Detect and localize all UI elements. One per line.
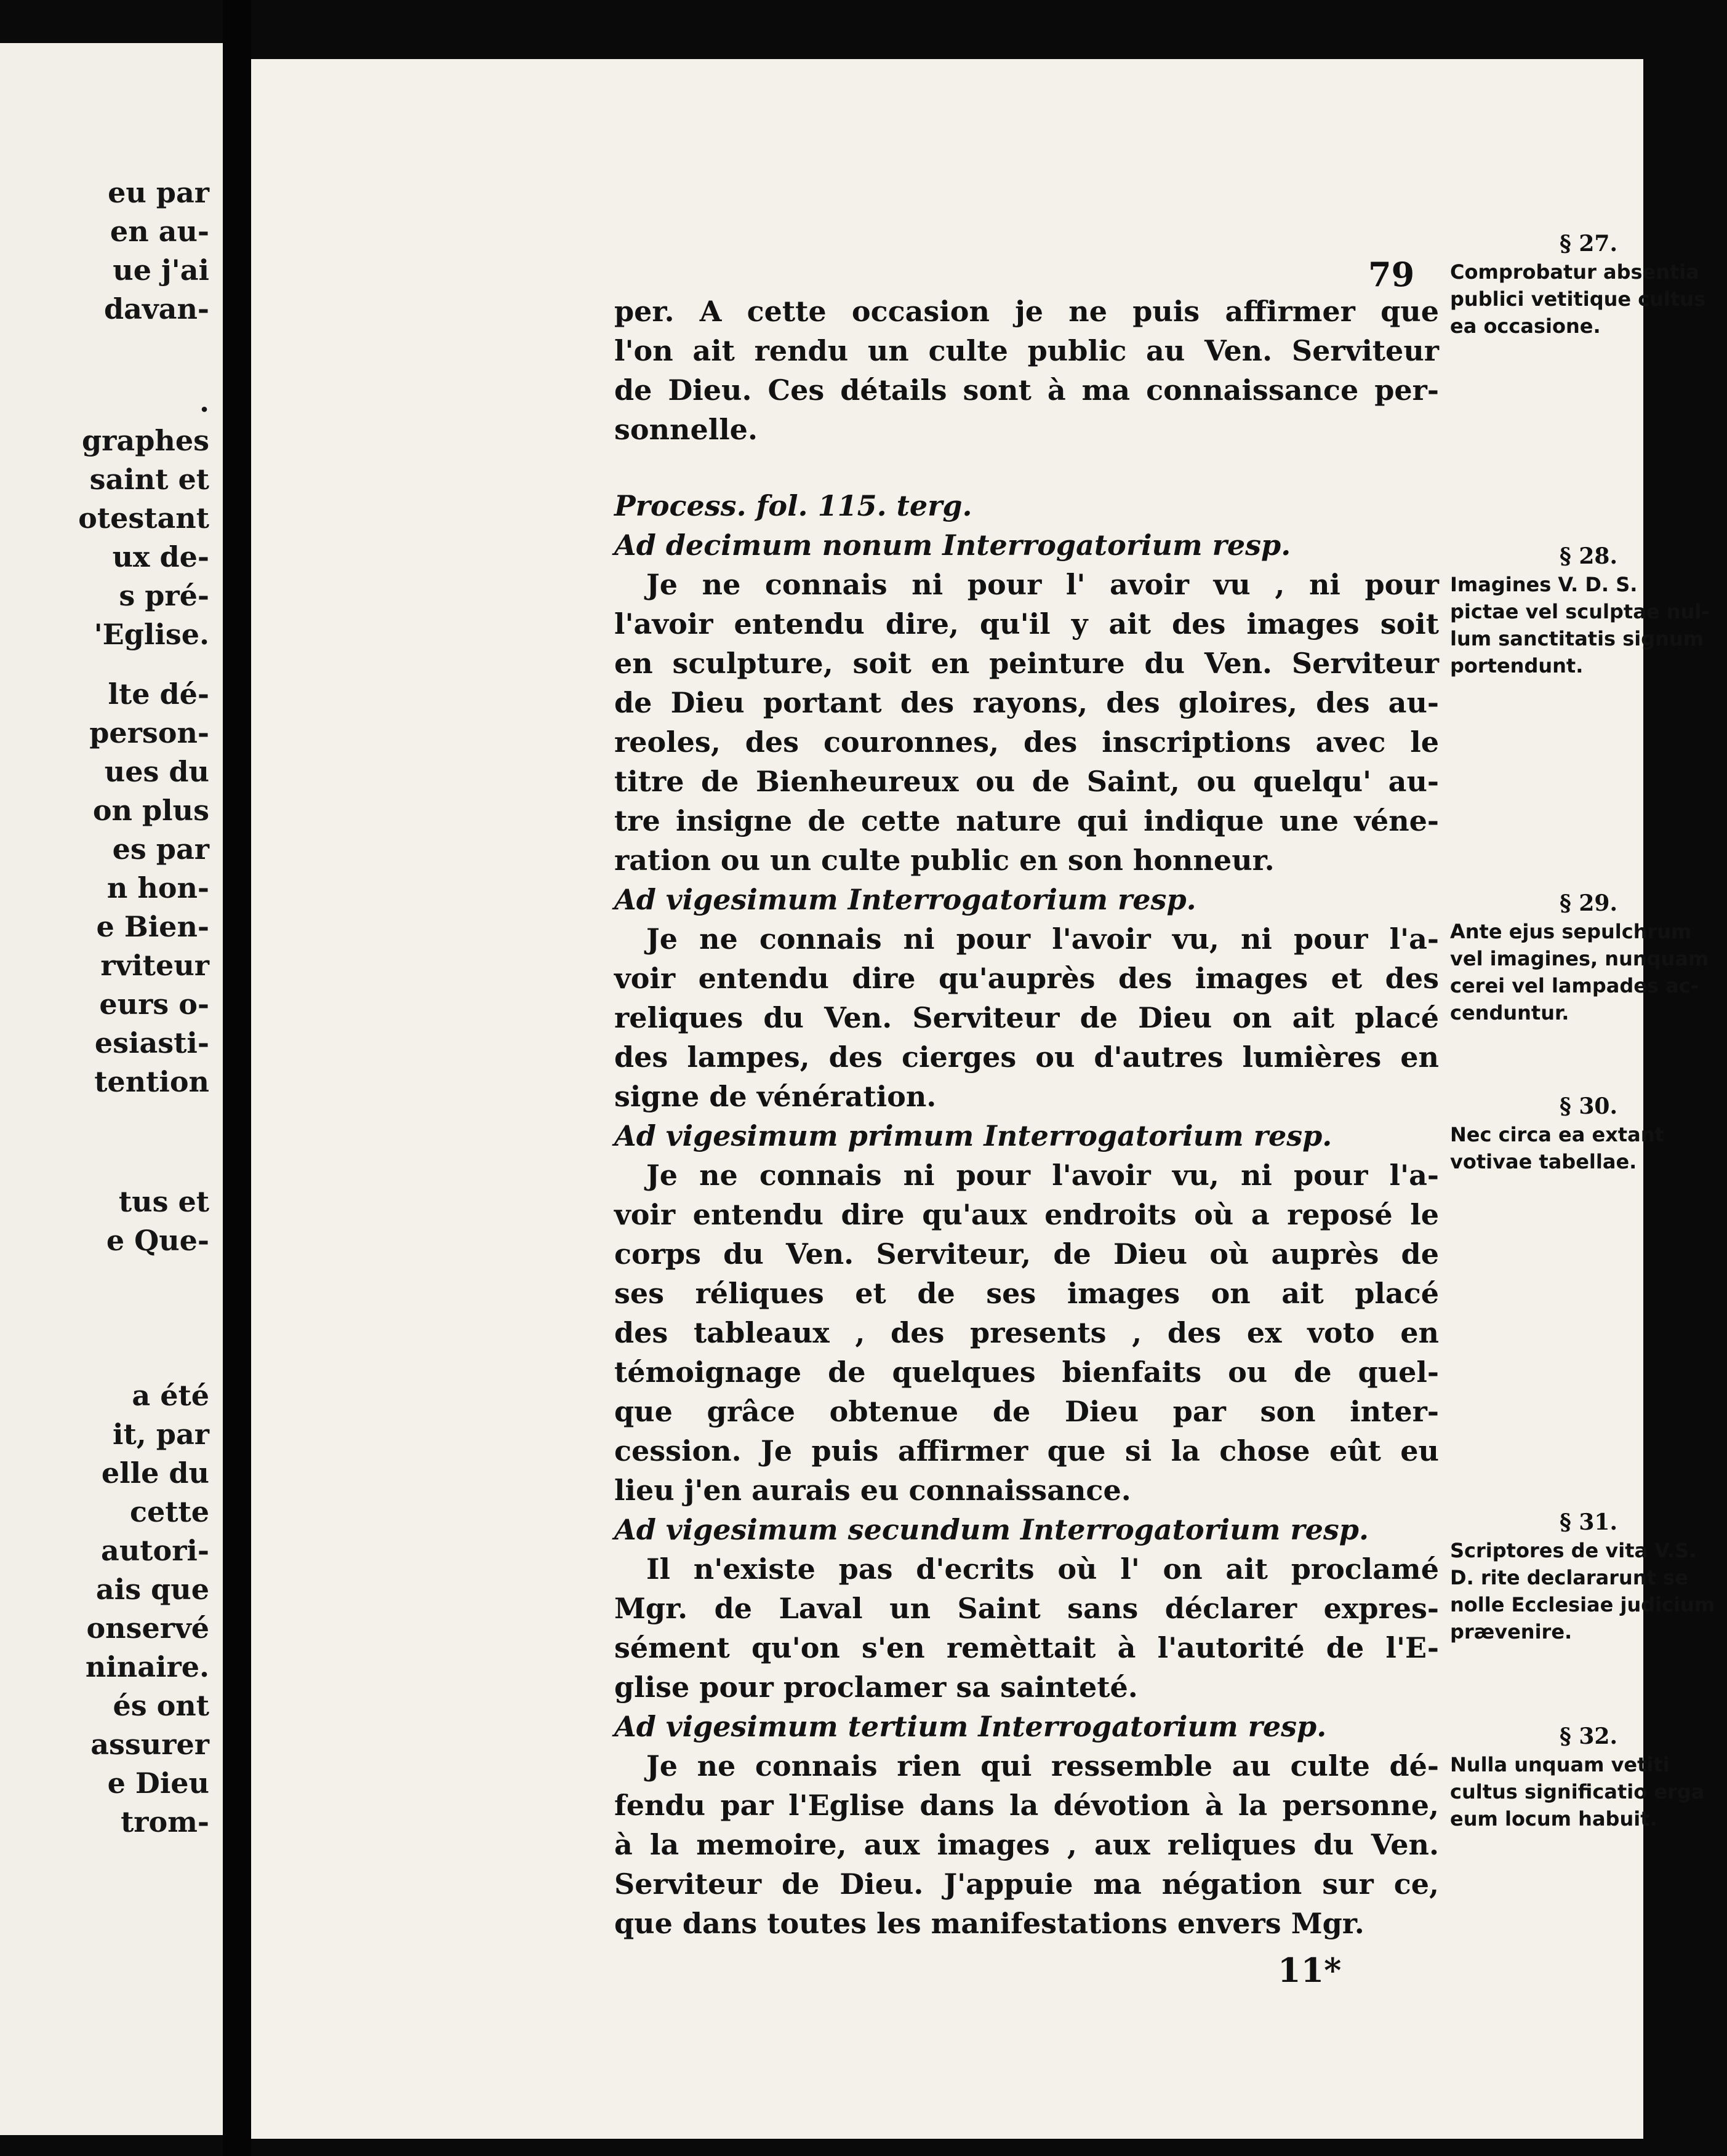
section-heading: Ad vigesimum tertium Interrogatorium resp. — [614, 1710, 1327, 1743]
margin-note-line: Imagines V. D. S. — [1450, 573, 1638, 596]
margin-note-line: ea occasione. — [1450, 314, 1601, 338]
margin-note-line: Ante ejus sepulchrum — [1450, 920, 1692, 943]
margin-note-28 — [1450, 543, 1727, 679]
margin-note-line: vel imagines, nunquam — [1450, 947, 1709, 970]
text-line: lieu j'en aurais eu connaissance. — [614, 1474, 1131, 1507]
text-line: reoles, des couronnes, des inscriptions avec le — [614, 725, 1439, 759]
left-page-line: ninaire. — [85, 1650, 209, 1683]
left-page-line: és ont — [113, 1689, 209, 1722]
text-line: en sculpture, soit en peinture du Ven. Serviteur — [614, 647, 1439, 680]
text-line: sonnelle. — [614, 413, 758, 446]
margin-note-line: pictae vel sculptae nul- — [1450, 600, 1710, 623]
left-page-line: e Dieu — [107, 1767, 209, 1800]
text-line: Je ne connais ni pour l' avoir vu , ni pour — [646, 568, 1439, 601]
margin-note-30 — [1450, 1093, 1727, 1175]
left-page-line: person- — [89, 716, 209, 749]
left-page-line: ais que — [95, 1573, 209, 1606]
main-text — [614, 292, 1439, 1943]
text-line: reliques du Ven. Serviteur de Dieu on ait placé — [614, 1001, 1439, 1034]
left-page-line: autori- — [101, 1534, 209, 1567]
text-line: signe de vénération. — [614, 1080, 937, 1113]
text-line: voir entendu dire qu'auprès des images et des — [614, 962, 1439, 995]
left-page-line: on plus — [92, 794, 209, 827]
margin-note-32 — [1450, 1723, 1727, 1832]
left-page-line: e Bien- — [96, 910, 209, 943]
right-page — [251, 59, 1715, 2139]
text-line: ses réliques et de ses images on ait placé — [614, 1277, 1439, 1310]
text-line: que grâce obtenue de Dieu par son inter- — [614, 1395, 1439, 1428]
margin-note-number: § 28. — [1560, 543, 1617, 569]
book-gutter — [223, 0, 251, 2156]
left-page-line: elle du — [101, 1456, 209, 1490]
left-page-line: en au- — [110, 215, 209, 248]
margin-note-line: Comprobatur absentia — [1450, 260, 1699, 284]
text-line: titre de Bienheureux ou de Saint, ou quelqu' au- — [614, 765, 1439, 798]
text-line: Il n'existe pas d'ecrits où l' on ait proclamé — [646, 1552, 1439, 1586]
text-line: Je ne connais rien qui ressemble au culte dé- — [646, 1749, 1439, 1783]
text-line: glise pour proclamer sa sainteté. — [614, 1671, 1138, 1704]
text-line: Je ne connais ni pour l'avoir vu, ni pour l'a- — [646, 1159, 1439, 1192]
margin-note-line: cerei vel lampades ac- — [1450, 974, 1699, 997]
left-page-fragment — [0, 43, 223, 2135]
margin-note-line: cultus significatio erga — [1450, 1780, 1705, 1803]
margin-note-line: Nec circa ea extant — [1450, 1123, 1664, 1146]
left-page-line: tus et — [118, 1185, 209, 1218]
left-page-line: graphes — [82, 424, 209, 457]
left-page-line: trom- — [121, 1805, 209, 1839]
text-line: cession. Je puis affirmer que si la chose eût eu — [614, 1434, 1439, 1467]
text-line: ration ou un culte public en son honneur. — [614, 844, 1275, 877]
margin-note-line: cenduntur. — [1450, 1001, 1569, 1024]
margin-note-29 — [1450, 890, 1727, 1026]
margin-note-line: prævenire. — [1450, 1620, 1573, 1643]
section-heading: Ad vigesimum primum Interrogatorium resp. — [614, 1119, 1332, 1152]
page-number: 79 — [1368, 255, 1415, 294]
spacer — [614, 449, 1439, 486]
text-line: fendu par l'Eglise dans la dévotion à la personne, — [614, 1789, 1439, 1822]
text-line: témoignage de quelques bienfaits ou de quel- — [614, 1355, 1439, 1389]
left-page-line: davan- — [103, 292, 209, 325]
margin-note-line: D. rite declararunt se — [1450, 1566, 1688, 1589]
margin-note-line: publici vetitique cultus — [1450, 287, 1706, 311]
left-page-line: it, par — [113, 1418, 209, 1451]
left-page-line: . — [199, 385, 209, 418]
margin-note-31 — [1450, 1509, 1727, 1645]
margin-note-line: Nulla unquam vetiti — [1450, 1753, 1670, 1776]
text-line: des tableaux , des presents , des ex voto en — [614, 1316, 1439, 1349]
left-page-line: assurer — [90, 1728, 209, 1761]
margin-note-number: § 29. — [1560, 890, 1617, 916]
left-page-line: eurs o- — [99, 988, 209, 1021]
left-page-line: esiasti- — [94, 1026, 209, 1060]
text-line: Je ne connais ni pour l'avoir vu, ni pour l'a- — [646, 922, 1439, 956]
left-page-line: saint et — [89, 463, 209, 496]
left-page-line: cette — [129, 1495, 209, 1528]
text-line: l'on ait rendu un culte public au Ven. Serviteur — [614, 334, 1439, 367]
left-page-line: n hon- — [106, 871, 209, 904]
left-page-line: rviteur — [100, 949, 209, 982]
left-page-line: ux de- — [112, 540, 209, 573]
margin-note-line: portendunt. — [1450, 654, 1584, 677]
text-line: tre insigne de cette nature qui indique une véne- — [614, 804, 1439, 837]
section-heading: Ad vigesimum Interrogatorium resp. — [614, 883, 1196, 916]
text-line: de Dieu. Ces détails sont à ma connaissance per- — [614, 373, 1439, 407]
margin-note-line: Scriptores de vita V.S. — [1450, 1539, 1697, 1562]
text-line: Mgr. de Laval un Saint sans déclarer expres- — [614, 1592, 1439, 1625]
left-page-line: ues du — [104, 755, 209, 788]
margin-note-number: § 32. — [1560, 1723, 1617, 1749]
left-page-line: ue j'ai — [113, 254, 209, 287]
left-page-line: s pré- — [119, 579, 209, 612]
text-line: des lampes, des cierges ou d'autres lumières en — [614, 1040, 1439, 1074]
margin-note-line: lum sanctitatis signum — [1450, 627, 1704, 650]
text-line: per. A cette occasion je ne puis affirmer que — [614, 295, 1439, 328]
margin-note-number: § 27. — [1560, 231, 1617, 257]
left-page-line: tention — [94, 1065, 209, 1098]
margin-note-number: § 31. — [1560, 1509, 1617, 1535]
left-page-line: a été — [132, 1379, 209, 1412]
left-page-line: onservé — [86, 1611, 209, 1645]
left-page-line: eu par — [108, 176, 209, 209]
text-line: à la memoire, aux images , aux reliques du Ven. — [614, 1828, 1439, 1861]
margin-note-27 — [1450, 230, 1727, 340]
text-line: l'avoir entendu dire, qu'il y ait des images soit — [614, 607, 1439, 641]
text-line: de Dieu portant des rayons, des gloires, des au- — [614, 686, 1439, 719]
left-page-line: e Que- — [106, 1224, 209, 1257]
left-page-line: es par — [112, 832, 209, 866]
margin-note-number: § 30. — [1560, 1093, 1617, 1119]
left-page-line: lte dé- — [108, 677, 209, 711]
margin-note-line: votivae tabellae. — [1450, 1150, 1637, 1173]
left-page-line: otestant — [78, 501, 209, 535]
margin-note-line: nolle Ecclesiae judicium — [1450, 1593, 1715, 1616]
section-heading: Ad vigesimum secundum Interrogatorium resp. — [614, 1513, 1369, 1546]
text-line: corps du Ven. Serviteur, de Dieu où auprès de — [614, 1237, 1439, 1271]
left-page-line: 'Eglise. — [94, 618, 209, 651]
text-line: voir entendu dire qu'aux endroits où a reposé le — [614, 1198, 1439, 1231]
section-heading: Process. fol. 115. terg. — [614, 489, 972, 522]
signature-mark: 11* — [1278, 1950, 1342, 1990]
text-line: Serviteur de Dieu. J'appuie ma négation sur ce, — [614, 1867, 1439, 1901]
margin-note-line: eum locum habuit. — [1450, 1807, 1657, 1831]
section-heading: Ad decimum nonum Interrogatorium resp. — [614, 529, 1291, 562]
text-line: sément qu'on s'en remèttait à l'autorité de l'E- — [614, 1631, 1439, 1664]
text-line: que dans toutes les manifestations envers Mgr. — [614, 1907, 1364, 1940]
